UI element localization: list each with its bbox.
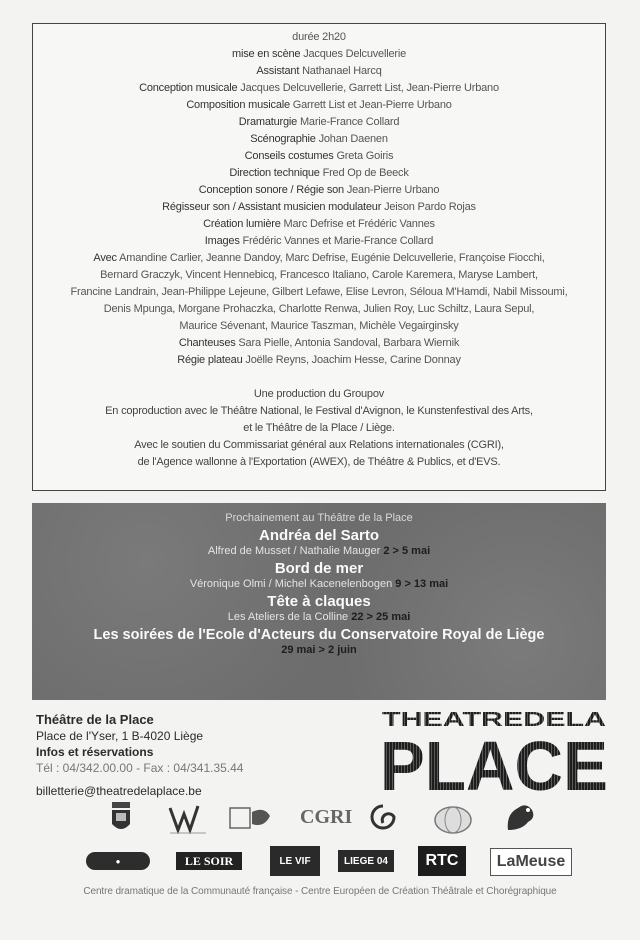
phone-fax: Tél : 04/342.00.00 - Fax : 04/341.35.44 bbox=[36, 761, 244, 775]
credit-role: Direction technique bbox=[229, 167, 320, 179]
credit-role: mise en scène bbox=[232, 48, 301, 60]
credit-role: Conception sonore / Régie son bbox=[198, 184, 344, 196]
la-meuse-logo: LaMeuse bbox=[490, 848, 572, 876]
production-line: Avec le soutien du Commissariat général aux Relations internationales (CGRI), bbox=[134, 439, 504, 451]
show-title: Tête à claques bbox=[267, 593, 371, 610]
production-line: et le Théâtre de la Place / Liège. bbox=[243, 422, 395, 434]
credit-role: Régie plateau bbox=[177, 354, 243, 366]
show-title: Bord de mer bbox=[274, 560, 364, 577]
credit-names: Greta Goiris bbox=[336, 150, 394, 162]
sponsor-logos-row1 bbox=[104, 800, 564, 840]
credit-line bbox=[37, 250, 601, 267]
upcoming-intro: Prochainement au Théâtre de la Place bbox=[225, 512, 413, 524]
credit-names: Nathanael Harcq bbox=[302, 65, 382, 77]
credit-line bbox=[37, 284, 601, 301]
credit-names: Jacques Delcuvellerie, Garrett List, Jean-Pierre Urbano bbox=[240, 82, 499, 94]
credit-line bbox=[37, 182, 601, 199]
credit-role: Composition musicale bbox=[186, 99, 290, 111]
awex-globe-icon bbox=[432, 804, 474, 836]
credit-names: Jean-Pierre Urbano bbox=[346, 184, 440, 196]
credit-names: Johan Daenen bbox=[318, 133, 388, 145]
credit-names: Marie-France Collard bbox=[299, 116, 400, 128]
credit-names: Garrett List et Jean-Pierre Urbano bbox=[292, 99, 452, 111]
credit-line bbox=[37, 29, 601, 46]
credit-names: Bernard Graczyk, Vincent Hennebicq, Francesco Italiano, Carole Karemera, Maryse Lambert, bbox=[100, 269, 538, 281]
production-line: de l'Agence wallonne à l'Exportation (AWEX), de Théâtre & Publics, et d'EVS. bbox=[137, 456, 501, 468]
logo-line1: THEATREDELA bbox=[382, 709, 606, 731]
cgri-logo: CGRI bbox=[300, 806, 353, 828]
info-label: Infos et réservations bbox=[36, 745, 154, 759]
credit-role: Création lumière bbox=[203, 218, 281, 230]
show-credits bbox=[32, 611, 606, 623]
production-list bbox=[37, 386, 601, 471]
credit-role: Avec bbox=[93, 252, 117, 264]
credit-line bbox=[37, 63, 601, 80]
credit-line bbox=[37, 131, 601, 148]
credit-role: Chanteuses bbox=[178, 337, 236, 349]
credit-role: Conseils costumes bbox=[244, 150, 334, 162]
footer-caption: Centre dramatique de la Communauté française - Centre Européen de Création Théâtrale et Chorégraphique bbox=[83, 886, 557, 897]
last-show-title: Les soirées de l'Ecole d'Acteurs du Conservatoire Royal de Liège bbox=[93, 627, 545, 643]
province-liege-crest-icon bbox=[108, 800, 134, 836]
show-dates: 9 > 13 mai bbox=[395, 578, 449, 590]
show-title: Andréa del Sarto bbox=[258, 527, 380, 544]
credit-names: Marc Defrise et Frédéric Vannes bbox=[283, 218, 435, 230]
credit-names: Fred Op de Beeck bbox=[322, 167, 409, 179]
theatre-logo bbox=[378, 708, 610, 792]
credit-role: Régisseur son / Assistant musicien modulateur bbox=[162, 201, 382, 213]
le-vif-logo: LE VIF bbox=[270, 846, 320, 876]
credit-names: Francine Landrain, Jean-Philippe Lejeune, Gilbert Lefawe, Elise Levron, Séloua M'Hamdi, Nabil Missoumi, bbox=[70, 286, 568, 298]
liege04-logo: LIEGE 04 bbox=[338, 850, 394, 872]
credit-line bbox=[37, 148, 601, 165]
le-soir-logo: LE SOIR bbox=[176, 852, 242, 870]
credit-line bbox=[37, 352, 601, 369]
credit-line bbox=[37, 267, 601, 284]
shows-list bbox=[32, 527, 606, 623]
commune-logo-icon bbox=[228, 804, 274, 834]
credit-role: Scénographie bbox=[250, 133, 316, 145]
credit-names: Joëlle Reyns, Joachim Hesse, Carine Donnay bbox=[245, 354, 461, 366]
production-line: Une production du Groupov bbox=[253, 388, 385, 400]
credit-line bbox=[37, 46, 601, 63]
sponsor-logos-row2 bbox=[86, 846, 574, 878]
credit-line bbox=[37, 114, 601, 131]
credit-role: Assistant bbox=[256, 65, 300, 77]
credit-names: durée 2h20 bbox=[292, 31, 346, 43]
logo-line2: PLACE bbox=[380, 727, 608, 792]
venue-name: Théâtre de la Place bbox=[36, 712, 154, 727]
show-authors: Alfred de Musset / Nathalie Mauger bbox=[207, 545, 381, 557]
show-authors: Les Ateliers de la Colline bbox=[227, 611, 349, 623]
last-show-dates: 29 mai > 2 juin bbox=[281, 644, 357, 656]
contact-block bbox=[36, 712, 243, 799]
credit-names: Denis Mpunga, Morgane Prohaczka, Charlotte Renwa, Julien Roy, Luc Schiltz, Laura Sepul, bbox=[103, 303, 535, 315]
credit-line bbox=[37, 301, 601, 318]
credit-line bbox=[37, 165, 601, 182]
upcoming-shows-panel bbox=[32, 503, 606, 700]
credit-line bbox=[37, 335, 601, 352]
show-dates: 2 > 5 mai bbox=[383, 545, 431, 557]
show-credits bbox=[32, 545, 606, 557]
show-credits bbox=[32, 578, 606, 590]
credit-role: Dramaturgie bbox=[238, 116, 298, 128]
production-line: En coproduction avec le Théâtre National, le Festival d'Avignon, le Kunstenfestival des Arts, bbox=[105, 405, 533, 417]
credit-line bbox=[37, 233, 601, 250]
venue-address: Place de l'Yser, 1 B-4020 Liège bbox=[36, 729, 204, 743]
wallonie-bruxelles-logo-icon bbox=[166, 800, 210, 836]
credit-line bbox=[37, 216, 601, 233]
show-dates: 22 > 25 mai bbox=[351, 611, 411, 623]
credit-names: Maurice Sévenant, Maurice Taszman, Michèle Vegairginsky bbox=[179, 320, 459, 332]
credit-role: Conception musicale bbox=[139, 82, 238, 94]
show-authors: Véronique Olmi / Michel Kacenelenbogen bbox=[189, 578, 393, 590]
credits-list bbox=[37, 29, 601, 369]
credit-line bbox=[37, 199, 601, 216]
credit-line bbox=[37, 318, 601, 335]
credits-box bbox=[32, 23, 606, 491]
loterie-swirl-icon bbox=[368, 802, 398, 836]
credit-names: Jacques Delcuvellerie bbox=[303, 48, 406, 60]
credit-names: Sara Pielle, Antonia Sandoval, Barbara Wiernik bbox=[238, 337, 460, 349]
loterie-nationale-logo: ● bbox=[86, 852, 150, 870]
credit-names: Jeison Pardo Rojas bbox=[384, 201, 476, 213]
credit-names: Amandine Carlier, Jeanne Dandoy, Marc Defrise, Eugénie Delcuvellerie, Françoise Fiocchi, bbox=[119, 252, 545, 264]
credit-role: Images bbox=[204, 235, 240, 247]
rtc-logo: RTC bbox=[418, 846, 466, 876]
email-link[interactable]: billetterie@theatredelaplace.be bbox=[36, 784, 202, 798]
credit-names: Frédéric Vannes et Marie-France Collard bbox=[242, 235, 434, 247]
credit-line bbox=[37, 80, 601, 97]
rooster-logo-icon bbox=[502, 800, 540, 836]
credit-line bbox=[37, 97, 601, 114]
